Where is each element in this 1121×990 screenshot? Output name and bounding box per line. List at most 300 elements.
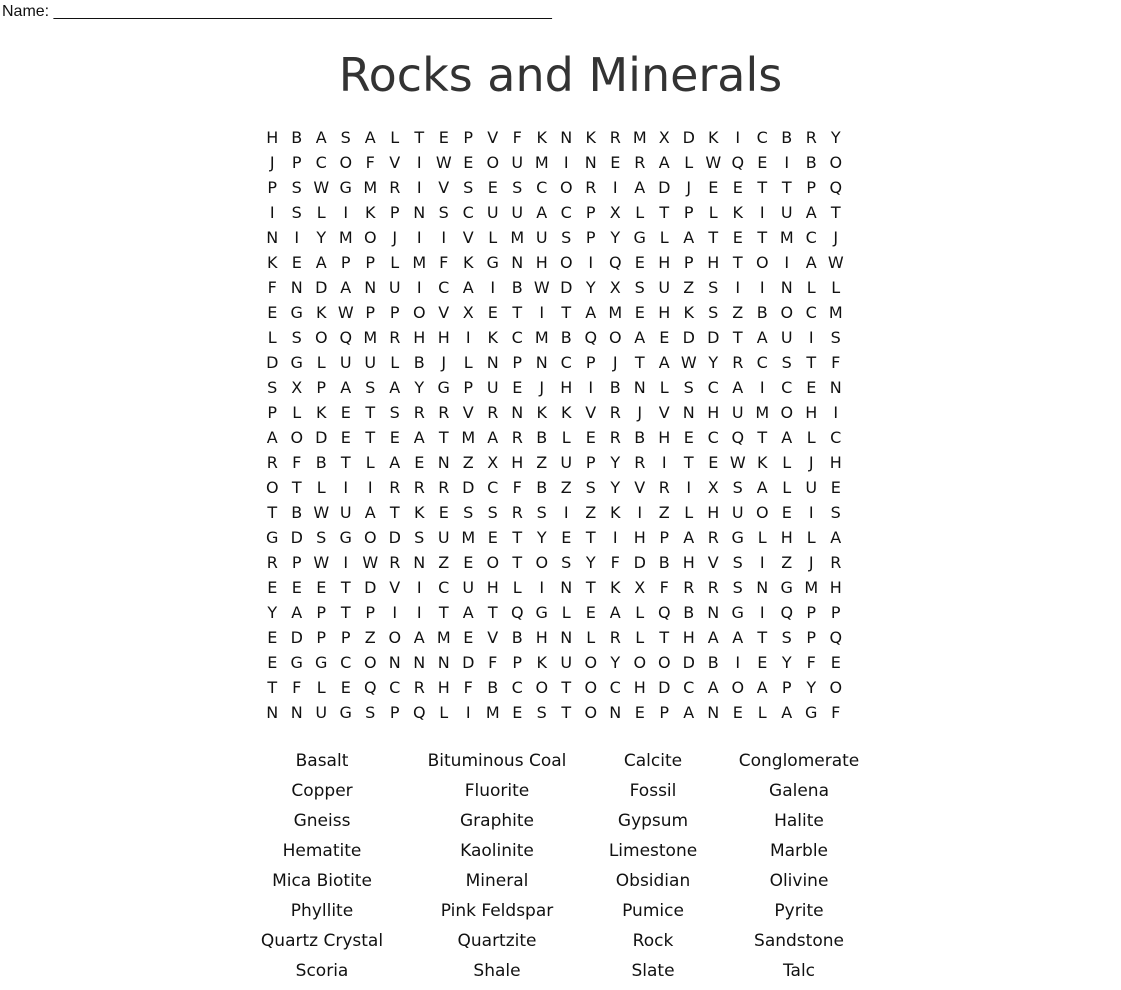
grid-letter: Z bbox=[438, 553, 450, 572]
grid-letter: L bbox=[659, 228, 669, 247]
grid-letter: P bbox=[389, 303, 400, 322]
grid-letter: D bbox=[633, 553, 646, 572]
grid-letter: K bbox=[732, 203, 743, 222]
grid-letter: R bbox=[511, 428, 523, 447]
grid-letter: F bbox=[512, 128, 522, 147]
grid-letter: V bbox=[487, 128, 499, 147]
grid-letter: E bbox=[732, 228, 743, 247]
grid-letter: M bbox=[755, 403, 770, 422]
grid-letter: Y bbox=[830, 128, 841, 147]
grid-letter: E bbox=[463, 153, 474, 172]
grid-letter: N bbox=[437, 653, 450, 672]
grid-letter: Y bbox=[585, 553, 596, 572]
grid-letter: T bbox=[683, 453, 694, 472]
grid-letter: A bbox=[340, 378, 352, 397]
grid-letter: S bbox=[267, 378, 278, 397]
grid-letter: H bbox=[805, 403, 818, 422]
grid-letter: N bbox=[413, 203, 426, 222]
grid-letter: P bbox=[463, 378, 474, 397]
grid-letter: I bbox=[416, 228, 422, 247]
grid-letter: B bbox=[536, 428, 548, 447]
grid-letter: D bbox=[462, 478, 475, 497]
grid-letter: R bbox=[585, 178, 597, 197]
grid-letter: P bbox=[683, 203, 694, 222]
grid-letter: G bbox=[339, 528, 352, 547]
grid-letter: T bbox=[561, 303, 572, 322]
grid-letter: U bbox=[339, 503, 352, 522]
grid-letter: T bbox=[365, 403, 376, 422]
grid-row bbox=[260, 475, 848, 500]
grid-letter: M bbox=[828, 303, 843, 322]
grid-letter: E bbox=[830, 653, 841, 672]
grid-letter: A bbox=[756, 328, 768, 347]
grid-letter: U bbox=[462, 578, 475, 597]
grid-letter: I bbox=[759, 203, 765, 222]
grid-letter: L bbox=[782, 453, 792, 472]
grid-letter: L bbox=[684, 153, 694, 172]
grid-letter: L bbox=[390, 353, 400, 372]
grid-letter: L bbox=[586, 628, 596, 647]
grid-letter: M bbox=[779, 228, 794, 247]
grid-letter: D bbox=[682, 128, 695, 147]
grid-letter: P bbox=[781, 678, 792, 697]
grid-letter: J bbox=[392, 228, 398, 247]
grid-letter: K bbox=[610, 503, 621, 522]
grid-letter: R bbox=[805, 128, 817, 147]
grid-letter: B bbox=[781, 128, 793, 147]
grid-letter: I bbox=[269, 203, 275, 222]
grid-letter: H bbox=[560, 378, 573, 397]
grid-letter: A bbox=[462, 278, 474, 297]
grid-letter: C bbox=[756, 353, 768, 372]
grid-letter: R bbox=[634, 453, 646, 472]
grid-letter: F bbox=[831, 703, 841, 722]
grid-letter: E bbox=[561, 528, 572, 547]
grid-letter: D bbox=[364, 578, 377, 597]
grid-letter: C bbox=[462, 203, 474, 222]
grid-letter: P bbox=[365, 253, 376, 272]
grid-letter: T bbox=[561, 703, 572, 722]
grid-letter: R bbox=[389, 478, 401, 497]
word-bank-item: Gneiss bbox=[293, 811, 351, 831]
grid-letter: E bbox=[585, 428, 596, 447]
grid-letter: L bbox=[806, 428, 816, 447]
grid-letter: P bbox=[463, 128, 474, 147]
grid-letter: C bbox=[756, 128, 768, 147]
grid-letter: I bbox=[441, 228, 447, 247]
grid-letter: L bbox=[316, 478, 326, 497]
grid-letter: V bbox=[462, 403, 474, 422]
grid-letter: O bbox=[290, 428, 304, 447]
grid-letter: P bbox=[585, 353, 596, 372]
grid-letter: X bbox=[291, 378, 303, 397]
grid-letter: R bbox=[438, 478, 450, 497]
grid-letter: P bbox=[683, 253, 694, 272]
grid-letter: Q bbox=[731, 428, 745, 447]
grid-letter: N bbox=[266, 228, 279, 247]
grid-letter: M bbox=[338, 228, 353, 247]
grid-letter: W bbox=[827, 253, 844, 272]
grid-letter: H bbox=[658, 253, 671, 272]
word-bank-item: Shale bbox=[473, 961, 521, 981]
grid-letter: J bbox=[637, 403, 643, 422]
grid-letter: I bbox=[588, 378, 594, 397]
grid-letter: C bbox=[438, 578, 450, 597]
grid-letter: B bbox=[560, 328, 572, 347]
grid-letter: A bbox=[683, 228, 695, 247]
grid-letter: A bbox=[805, 253, 817, 272]
grid-letter: U bbox=[658, 278, 671, 297]
grid-letter: I bbox=[612, 528, 618, 547]
grid-letter: I bbox=[808, 503, 814, 522]
grid-letter: P bbox=[389, 703, 400, 722]
grid-letter: W bbox=[337, 303, 354, 322]
grid-letter: G bbox=[731, 528, 744, 547]
grid-letter: U bbox=[535, 228, 548, 247]
grid-letter: L bbox=[267, 328, 277, 347]
grid-row bbox=[260, 300, 848, 325]
grid-letter: S bbox=[561, 228, 572, 247]
grid-letter: H bbox=[437, 678, 450, 697]
grid-letter: E bbox=[291, 578, 302, 597]
grid-letter: M bbox=[363, 178, 378, 197]
grid-letter: U bbox=[560, 453, 573, 472]
grid-letter: K bbox=[561, 403, 572, 422]
grid-letter: F bbox=[512, 478, 522, 497]
grid-letter: Y bbox=[585, 278, 596, 297]
grid-letter: O bbox=[363, 528, 377, 547]
grid-letter: P bbox=[291, 553, 302, 572]
grid-letter: T bbox=[340, 603, 351, 622]
grid-letter: F bbox=[659, 578, 669, 597]
grid-letter: O bbox=[755, 503, 769, 522]
grid-letter: E bbox=[732, 178, 743, 197]
grid-letter: E bbox=[267, 653, 278, 672]
grid-letter: B bbox=[291, 503, 303, 522]
grid-letter: C bbox=[560, 353, 572, 372]
grid-letter: T bbox=[634, 353, 645, 372]
grid-letter: L bbox=[390, 128, 400, 147]
grid-letter: R bbox=[389, 328, 401, 347]
grid-letter: O bbox=[486, 553, 500, 572]
grid-row bbox=[260, 275, 848, 300]
grid-letter: X bbox=[609, 203, 621, 222]
grid-letter: P bbox=[512, 353, 523, 372]
grid-letter: O bbox=[633, 653, 647, 672]
grid-letter: E bbox=[634, 703, 645, 722]
grid-letter: F bbox=[806, 653, 816, 672]
grid-letter: A bbox=[266, 428, 278, 447]
grid-letter: A bbox=[781, 703, 793, 722]
grid-letter: N bbox=[511, 253, 524, 272]
grid-letter: N bbox=[707, 703, 720, 722]
letter-grid bbox=[260, 125, 848, 725]
grid-letter: N bbox=[364, 278, 377, 297]
grid-letter: T bbox=[291, 478, 302, 497]
grid-letter: C bbox=[781, 378, 793, 397]
word-bank-item: Slate bbox=[631, 961, 675, 981]
grid-letter: T bbox=[512, 553, 523, 572]
grid-letter: F bbox=[292, 678, 302, 697]
grid-letter: I bbox=[539, 578, 545, 597]
grid-letter: C bbox=[609, 678, 621, 697]
grid-letter: Z bbox=[536, 453, 548, 472]
grid-letter: P bbox=[365, 603, 376, 622]
grid-letter: X bbox=[634, 578, 646, 597]
grid-letter: C bbox=[830, 428, 842, 447]
grid-letter: D bbox=[462, 653, 475, 672]
word-bank-item: Basalt bbox=[295, 751, 349, 771]
grid-letter: X bbox=[658, 128, 670, 147]
grid-letter: A bbox=[291, 603, 303, 622]
grid-letter: H bbox=[829, 453, 842, 472]
grid-letter: R bbox=[511, 503, 523, 522]
grid-letter: O bbox=[363, 228, 377, 247]
grid-letter: Y bbox=[610, 453, 621, 472]
grid-letter: T bbox=[340, 578, 351, 597]
grid-row bbox=[260, 125, 848, 150]
grid-letter: I bbox=[416, 278, 422, 297]
grid-letter: J bbox=[441, 353, 447, 372]
grid-letter: S bbox=[585, 478, 596, 497]
grid-letter: N bbox=[388, 653, 401, 672]
grid-letter: T bbox=[389, 503, 400, 522]
grid-letter: I bbox=[735, 128, 741, 147]
grid-letter: S bbox=[781, 353, 792, 372]
grid-letter: E bbox=[438, 128, 449, 147]
grid-letter: R bbox=[438, 403, 450, 422]
grid-letter: W bbox=[705, 153, 722, 172]
grid-letter: E bbox=[610, 153, 621, 172]
grid-letter: B bbox=[487, 678, 499, 697]
grid-letter: D bbox=[682, 328, 695, 347]
grid-letter: H bbox=[780, 528, 793, 547]
word-bank-item: Halite bbox=[774, 811, 824, 831]
grid-letter: T bbox=[757, 628, 768, 647]
grid-letter: M bbox=[510, 228, 525, 247]
grid-letter: N bbox=[707, 603, 720, 622]
grid-letter: L bbox=[488, 228, 498, 247]
grid-letter: U bbox=[388, 278, 401, 297]
grid-letter: J bbox=[612, 353, 618, 372]
grid-letter: Y bbox=[781, 653, 792, 672]
grid-letter: S bbox=[732, 478, 743, 497]
grid-letter: A bbox=[315, 253, 327, 272]
grid-letter: W bbox=[313, 503, 330, 522]
grid-letter: T bbox=[267, 503, 278, 522]
grid-letter: G bbox=[535, 603, 548, 622]
grid-letter: P bbox=[830, 603, 841, 622]
grid-letter: N bbox=[290, 278, 303, 297]
grid-letter: P bbox=[512, 653, 523, 672]
grid-letter: N bbox=[682, 403, 695, 422]
grid-letter: R bbox=[609, 128, 621, 147]
grid-letter: N bbox=[486, 353, 499, 372]
grid-letter: S bbox=[365, 703, 376, 722]
grid-letter: L bbox=[635, 203, 645, 222]
grid-letter: N bbox=[437, 453, 450, 472]
grid-letter: H bbox=[633, 528, 646, 547]
grid-letter: F bbox=[439, 253, 449, 272]
grid-letter: T bbox=[659, 203, 670, 222]
grid-letter: I bbox=[661, 453, 667, 472]
grid-letter: B bbox=[315, 453, 327, 472]
word-bank-item: Copper bbox=[291, 781, 353, 801]
grid-letter: A bbox=[609, 603, 621, 622]
grid-letter: X bbox=[462, 303, 474, 322]
grid-letter: S bbox=[830, 503, 841, 522]
word-bank-item: Hematite bbox=[282, 841, 362, 861]
grid-letter: I bbox=[563, 503, 569, 522]
grid-letter: Z bbox=[658, 503, 670, 522]
grid-letter: E bbox=[487, 303, 498, 322]
grid-letter: P bbox=[267, 403, 278, 422]
grid-letter: I bbox=[465, 703, 471, 722]
grid-letter: L bbox=[806, 528, 816, 547]
grid-letter: R bbox=[830, 553, 842, 572]
grid-letter: H bbox=[511, 453, 524, 472]
grid-letter: O bbox=[535, 678, 549, 697]
grid-letter: B bbox=[634, 428, 646, 447]
grid-letter: F bbox=[831, 353, 841, 372]
grid-letter: E bbox=[438, 503, 449, 522]
grid-letter: U bbox=[486, 203, 499, 222]
grid-letter: A bbox=[340, 278, 352, 297]
grid-letter: H bbox=[486, 578, 499, 597]
grid-letter: N bbox=[584, 153, 597, 172]
grid-letter: R bbox=[487, 403, 499, 422]
grid-letter: O bbox=[657, 653, 671, 672]
grid-letter: I bbox=[416, 153, 422, 172]
grid-letter: G bbox=[290, 303, 303, 322]
grid-letter: N bbox=[609, 703, 622, 722]
grid-letter: U bbox=[364, 353, 377, 372]
grid-letter: O bbox=[535, 553, 549, 572]
word-bank-item: Marble bbox=[769, 841, 829, 861]
grid-letter: J bbox=[686, 178, 692, 197]
grid-letter: A bbox=[364, 128, 376, 147]
grid-letter: C bbox=[805, 228, 817, 247]
grid-letter: E bbox=[659, 328, 670, 347]
grid-letter: T bbox=[512, 303, 523, 322]
grid-letter: T bbox=[757, 428, 768, 447]
grid-letter: O bbox=[363, 653, 377, 672]
word-bank-item: Obsidian bbox=[615, 871, 691, 891]
grid-letter: E bbox=[634, 303, 645, 322]
grid-letter: P bbox=[267, 178, 278, 197]
grid-letter: T bbox=[806, 353, 817, 372]
grid-letter: Z bbox=[462, 453, 474, 472]
grid-letter: I bbox=[539, 303, 545, 322]
grid-letter: I bbox=[465, 328, 471, 347]
grid-letter: I bbox=[367, 478, 373, 497]
word-bank-item: Kaolinite bbox=[460, 841, 534, 861]
grid-row bbox=[260, 250, 848, 275]
grid-letter: R bbox=[707, 528, 719, 547]
grid-letter: T bbox=[438, 603, 449, 622]
grid-row bbox=[260, 575, 848, 600]
grid-letter: Y bbox=[536, 528, 547, 547]
grid-letter: H bbox=[682, 628, 695, 647]
grid-letter: U bbox=[731, 503, 744, 522]
grid-letter: I bbox=[759, 278, 765, 297]
grid-letter: U bbox=[486, 378, 499, 397]
grid-letter: I bbox=[735, 278, 741, 297]
grid-letter: G bbox=[633, 228, 646, 247]
grid-letter: Q bbox=[608, 253, 622, 272]
grid-letter: B bbox=[683, 603, 695, 622]
grid-letter: N bbox=[535, 353, 548, 372]
grid-row bbox=[260, 525, 848, 550]
grid-letter: C bbox=[315, 153, 327, 172]
grid-letter: R bbox=[732, 353, 744, 372]
grid-letter: C bbox=[683, 678, 695, 697]
grid-letter: G bbox=[339, 703, 352, 722]
grid-letter: E bbox=[316, 578, 327, 597]
grid-letter: S bbox=[732, 553, 743, 572]
grid-letter: G bbox=[437, 378, 450, 397]
grid-letter: G bbox=[266, 528, 279, 547]
grid-letter: T bbox=[708, 228, 719, 247]
grid-letter: R bbox=[609, 403, 621, 422]
grid-letter: K bbox=[487, 328, 498, 347]
grid-letter: B bbox=[511, 278, 523, 297]
grid-letter: C bbox=[707, 378, 719, 397]
grid-letter: I bbox=[588, 253, 594, 272]
grid-row bbox=[260, 225, 848, 250]
word-bank-item: Fossil bbox=[629, 781, 677, 801]
grid-letter: S bbox=[365, 378, 376, 397]
grid-letter: W bbox=[729, 453, 746, 472]
grid-letter: P bbox=[806, 178, 817, 197]
grid-letter: U bbox=[511, 153, 524, 172]
word-bank-item: Mica Biotite bbox=[272, 871, 372, 891]
grid-letter: I bbox=[294, 228, 300, 247]
grid-letter: K bbox=[463, 253, 474, 272]
grid-letter: H bbox=[658, 428, 671, 447]
grid-letter: K bbox=[536, 653, 547, 672]
grid-letter: T bbox=[781, 178, 792, 197]
grid-letter: O bbox=[755, 253, 769, 272]
grid-letter: G bbox=[731, 603, 744, 622]
grid-letter: S bbox=[463, 503, 474, 522]
grid-letter: B bbox=[756, 303, 768, 322]
grid-letter: J bbox=[808, 553, 814, 572]
grid-letter: K bbox=[536, 128, 547, 147]
grid-letter: S bbox=[708, 278, 719, 297]
grid-letter: A bbox=[683, 528, 695, 547]
grid-letter: S bbox=[536, 703, 547, 722]
grid-letter: L bbox=[659, 378, 669, 397]
word-bank-item: Bituminous Coal bbox=[427, 751, 567, 771]
grid-letter: J bbox=[269, 153, 275, 172]
grid-letter: Q bbox=[510, 603, 524, 622]
word-bank-item: Conglomerate bbox=[738, 751, 860, 771]
grid-letter: R bbox=[634, 153, 646, 172]
grid-letter: W bbox=[362, 553, 379, 572]
grid-letter: O bbox=[584, 653, 598, 672]
grid-letter: I bbox=[637, 503, 643, 522]
grid-row bbox=[260, 350, 848, 375]
grid-letter: Z bbox=[560, 478, 572, 497]
grid-letter: L bbox=[463, 353, 473, 372]
grid-letter: R bbox=[609, 428, 621, 447]
name-field-label: Name: ________________________________________________________ bbox=[2, 3, 552, 20]
grid-letter: Z bbox=[781, 553, 793, 572]
grid-row bbox=[260, 650, 848, 675]
grid-letter: B bbox=[511, 628, 523, 647]
grid-letter: Y bbox=[267, 603, 278, 622]
